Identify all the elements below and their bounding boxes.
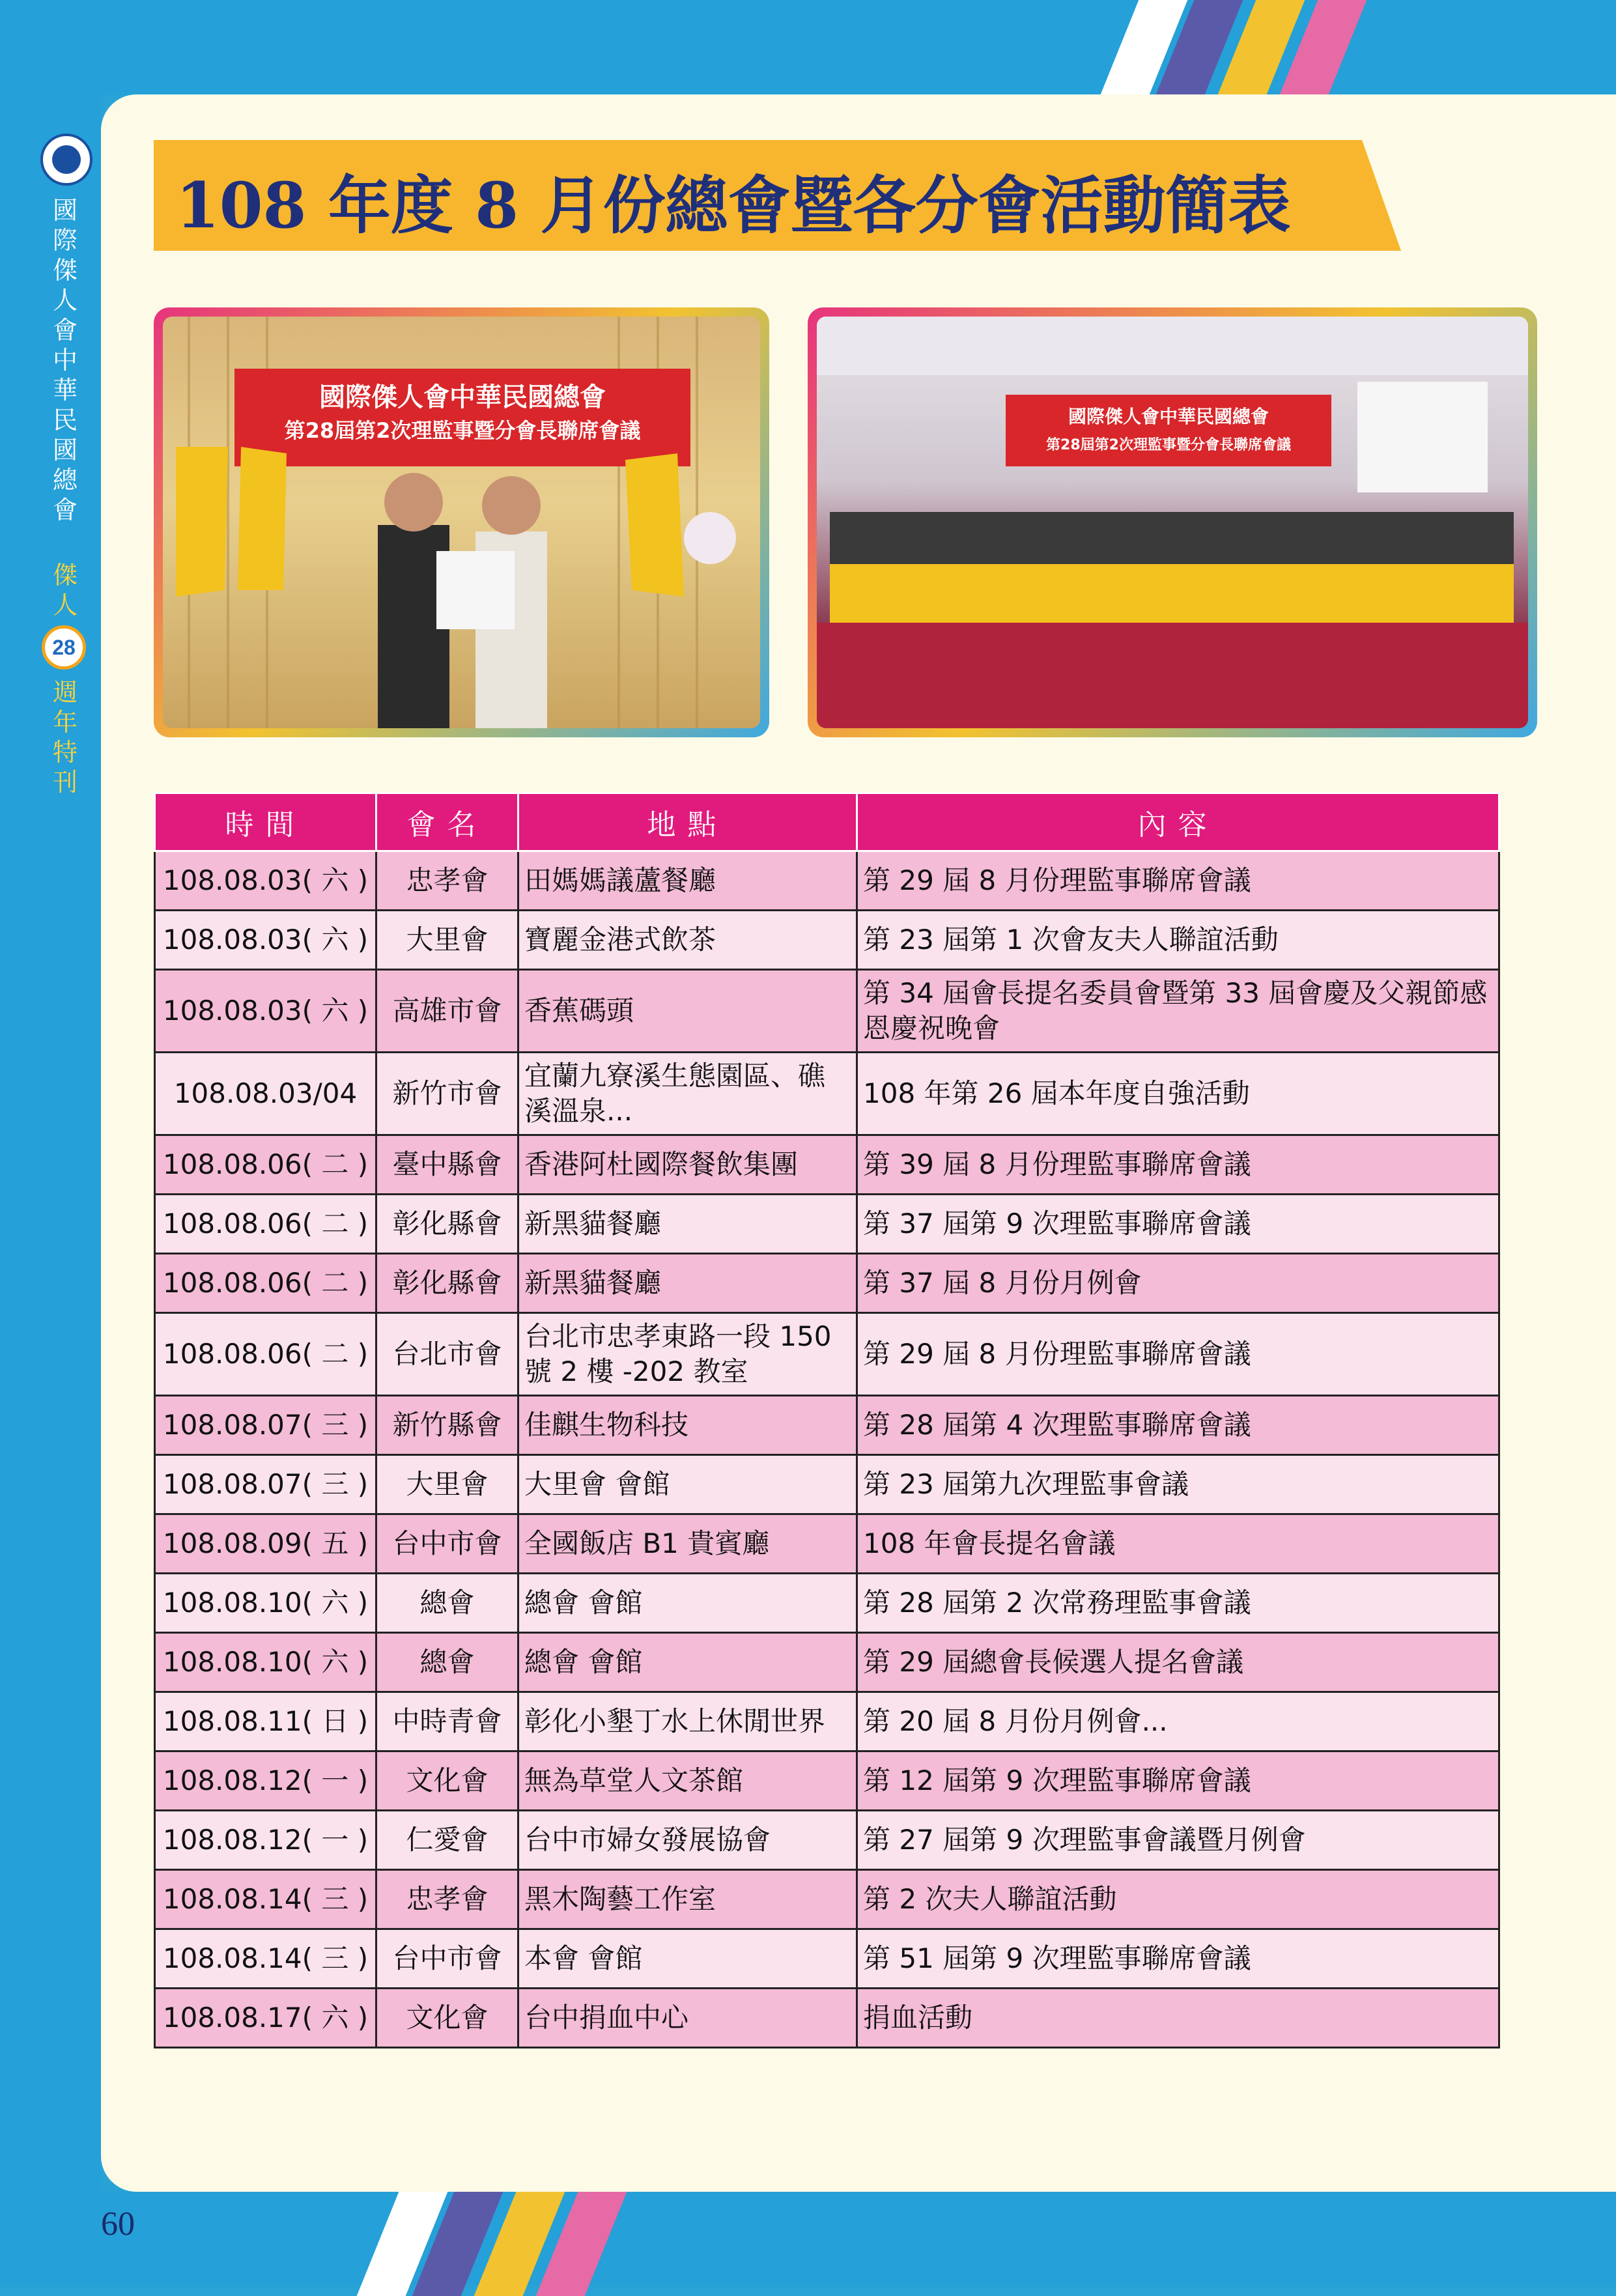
sidebar-char: 國 [52, 196, 78, 225]
cell-place: 本會 會館 [518, 1929, 857, 1989]
cell-place: 全國飯店 B1 貴賓廳 [518, 1514, 857, 1574]
table-row [155, 1195, 1499, 1254]
cell-club: 台中市會 [376, 1929, 518, 1989]
table-row [155, 1692, 1499, 1751]
page-title: 108 年度 8 月份總會暨各分會活動簡表 [176, 169, 1291, 242]
cell-club: 中時青會 [376, 1692, 518, 1751]
cell-date: 108.08.12( 一 ) [155, 1751, 376, 1811]
cell-club: 文化會 [376, 1989, 518, 2048]
right-banner-line1: 國際傑人會中華民國總會 [1068, 406, 1269, 427]
cell-club: 仁愛會 [376, 1811, 518, 1870]
sidebar-char: 傑 [52, 561, 78, 589]
cell-place: 田媽媽議蘆餐廳 [518, 851, 857, 911]
cell-date: 108.08.07( 三 ) [155, 1396, 376, 1455]
emblem-icon [40, 134, 92, 186]
photo-right-image [817, 317, 1528, 728]
table-row [155, 1870, 1499, 1929]
page-number: 60 [101, 2205, 135, 2243]
cell-place: 黑木陶藝工作室 [518, 1870, 857, 1929]
cell-content: 第 23 屆第九次理監事會議 [857, 1455, 1499, 1514]
cell-content: 第 23 屆第 1 次會友夫人聯誼活動 [857, 911, 1499, 970]
cell-date: 108.08.07( 三 ) [155, 1455, 376, 1514]
cell-place: 總會 會館 [518, 1633, 857, 1692]
right-banner-line2: 第28屆第2次理監事暨分會長聯席會議 [1046, 437, 1291, 453]
cell-club: 新竹縣會 [376, 1396, 518, 1455]
header-place: 地點 [518, 793, 857, 851]
cell-place: 無為草堂人文茶館 [518, 1751, 857, 1811]
cell-club: 新竹市會 [376, 1053, 518, 1135]
cell-date: 108.08.10( 六 ) [155, 1633, 376, 1692]
cell-club: 高雄市會 [376, 970, 518, 1053]
cell-date: 108.08.06( 二 ) [155, 1135, 376, 1195]
left-banner-line1: 國際傑人會中華民國總會 [319, 382, 606, 412]
cell-club: 彰化縣會 [376, 1195, 518, 1254]
table-row [155, 1514, 1499, 1574]
table-row [155, 1313, 1499, 1396]
cell-content: 108 年會長提名會議 [857, 1514, 1499, 1574]
activity-table [154, 792, 1500, 2048]
cell-club: 臺中縣會 [376, 1135, 518, 1195]
cell-club: 總會 [376, 1574, 518, 1633]
anniversary-badge: 28 [42, 625, 86, 670]
table-row [155, 1989, 1499, 2048]
cell-place: 大里會 會館 [518, 1455, 857, 1514]
cell-date: 108.08.11( 日 ) [155, 1692, 376, 1751]
header-content: 內容 [857, 793, 1499, 851]
left-banner-line2: 第28屆第2次理監事暨分會長聯席會議 [284, 418, 641, 443]
sidebar-char: 會 [52, 496, 78, 524]
sidebar-char: 刊 [52, 768, 78, 797]
table-row [155, 1455, 1499, 1514]
sidebar-vertical-title [46, 195, 85, 525]
cell-club: 總會 [376, 1633, 518, 1692]
cell-club: 台中市會 [376, 1514, 518, 1574]
cell-date: 108.08.14( 三 ) [155, 1870, 376, 1929]
cell-content: 第 2 次夫人聯誼活動 [857, 1870, 1499, 1929]
cell-content: 第 28 屆第 2 次常務理監事會議 [857, 1574, 1499, 1633]
cell-content: 第 12 屆第 9 次理監事聯席會議 [857, 1751, 1499, 1811]
cell-club: 文化會 [376, 1751, 518, 1811]
cell-club: 台北市會 [376, 1313, 518, 1396]
cell-club: 忠孝會 [376, 1870, 518, 1929]
sidebar-vertical-sub-top [46, 560, 85, 620]
cell-club: 大里會 [376, 911, 518, 970]
sidebar-char: 華 [52, 376, 78, 404]
cell-content: 108 年第 26 屆本年度自強活動 [857, 1053, 1499, 1135]
table-row [155, 1811, 1499, 1870]
cell-content: 第 34 屆會長提名委員會暨第 33 屆會慶及父親節感恩慶祝晚會 [857, 970, 1499, 1053]
header-time: 時間 [155, 793, 376, 851]
cell-content: 捐血活動 [857, 1989, 1499, 2048]
cell-date: 108.08.03( 六 ) [155, 851, 376, 911]
table-header-row [155, 793, 1499, 851]
photo-left [154, 307, 769, 737]
table-row [155, 851, 1499, 911]
table-row [155, 1929, 1499, 1989]
sidebar-char: 國 [52, 436, 78, 464]
table-row [155, 1751, 1499, 1811]
cell-content: 第 37 屆第 9 次理監事聯席會議 [857, 1195, 1499, 1254]
table-row [155, 1135, 1499, 1195]
sidebar-char: 週 [52, 678, 78, 707]
cell-place: 總會 會館 [518, 1574, 857, 1633]
sidebar-char: 人 [52, 591, 78, 619]
table-row [155, 1574, 1499, 1633]
cell-place: 宜蘭九寮溪生態園區、礁溪溫泉... [518, 1053, 857, 1135]
cell-content: 第 37 屆 8 月份月例會 [857, 1254, 1499, 1313]
cell-content: 第 29 屆總會長候選人提名會議 [857, 1633, 1499, 1692]
sidebar-char: 特 [52, 738, 78, 767]
table-row [155, 1254, 1499, 1313]
sidebar-char: 人 [52, 286, 78, 315]
table-row [155, 911, 1499, 970]
cell-date: 108.08.06( 二 ) [155, 1254, 376, 1313]
photo-right [808, 307, 1537, 737]
cell-date: 108.08.06( 二 ) [155, 1195, 376, 1254]
cell-club: 大里會 [376, 1455, 518, 1514]
cell-place: 新黑貓餐廳 [518, 1195, 857, 1254]
table-row [155, 1396, 1499, 1455]
cell-date: 108.08.09( 五 ) [155, 1514, 376, 1574]
cell-place: 台中捐血中心 [518, 1989, 857, 2048]
sidebar-char: 傑 [52, 256, 78, 285]
cell-content: 第 27 屆第 9 次理監事會議暨月例會 [857, 1811, 1499, 1870]
sidebar-char: 際 [52, 226, 78, 255]
cell-date: 108.08.17( 六 ) [155, 1989, 376, 2048]
cell-place: 佳麒生物科技 [518, 1396, 857, 1455]
cell-place: 香港阿杜國際餐飲集團 [518, 1135, 857, 1195]
cell-date: 108.08.14( 三 ) [155, 1929, 376, 1989]
cell-date: 108.08.03( 六 ) [155, 911, 376, 970]
cell-date: 108.08.03/04 [155, 1053, 376, 1135]
cell-place: 寶麗金港式飲茶 [518, 911, 857, 970]
cell-date: 108.08.12( 一 ) [155, 1811, 376, 1870]
table-row [155, 1633, 1499, 1692]
cell-place: 台中市婦女發展協會 [518, 1811, 857, 1870]
cell-place: 台北市忠孝東路一段 150 號 2 樓 -202 教室 [518, 1313, 857, 1396]
cell-content: 第 51 屆第 9 次理監事聯席會議 [857, 1929, 1499, 1989]
table-row [155, 1053, 1499, 1135]
cell-content: 第 29 屆 8 月份理監事聯席會議 [857, 851, 1499, 911]
cell-date: 108.08.06( 二 ) [155, 1313, 376, 1396]
bottom-band [0, 2192, 1616, 2285]
sidebar-vertical-sub-bottom [46, 677, 85, 797]
cell-place: 新黑貓餐廳 [518, 1254, 857, 1313]
cell-content: 第 39 屆 8 月份理監事聯席會議 [857, 1135, 1499, 1195]
cell-place: 香蕉碼頭 [518, 970, 857, 1053]
top-band [0, 0, 1616, 94]
sidebar-char: 中 [52, 346, 78, 375]
sidebar-char: 會 [52, 316, 78, 345]
table-row [155, 970, 1499, 1053]
cell-date: 108.08.03( 六 ) [155, 970, 376, 1053]
cell-place: 彰化小墾丁水上休閒世界 [518, 1692, 857, 1751]
sidebar-char: 總 [52, 466, 78, 494]
cell-club: 忠孝會 [376, 851, 518, 911]
cell-content: 第 20 屆 8 月份月例會... [857, 1692, 1499, 1751]
sidebar-char: 年 [52, 708, 78, 737]
cell-club: 彰化縣會 [376, 1254, 518, 1313]
header-club: 會名 [376, 793, 518, 851]
sidebar-char: 民 [52, 406, 78, 434]
cell-content: 第 29 屆 8 月份理監事聯席會議 [857, 1313, 1499, 1396]
cell-content: 第 28 屆第 4 次理監事聯席會議 [857, 1396, 1499, 1455]
cell-date: 108.08.10( 六 ) [155, 1574, 376, 1633]
